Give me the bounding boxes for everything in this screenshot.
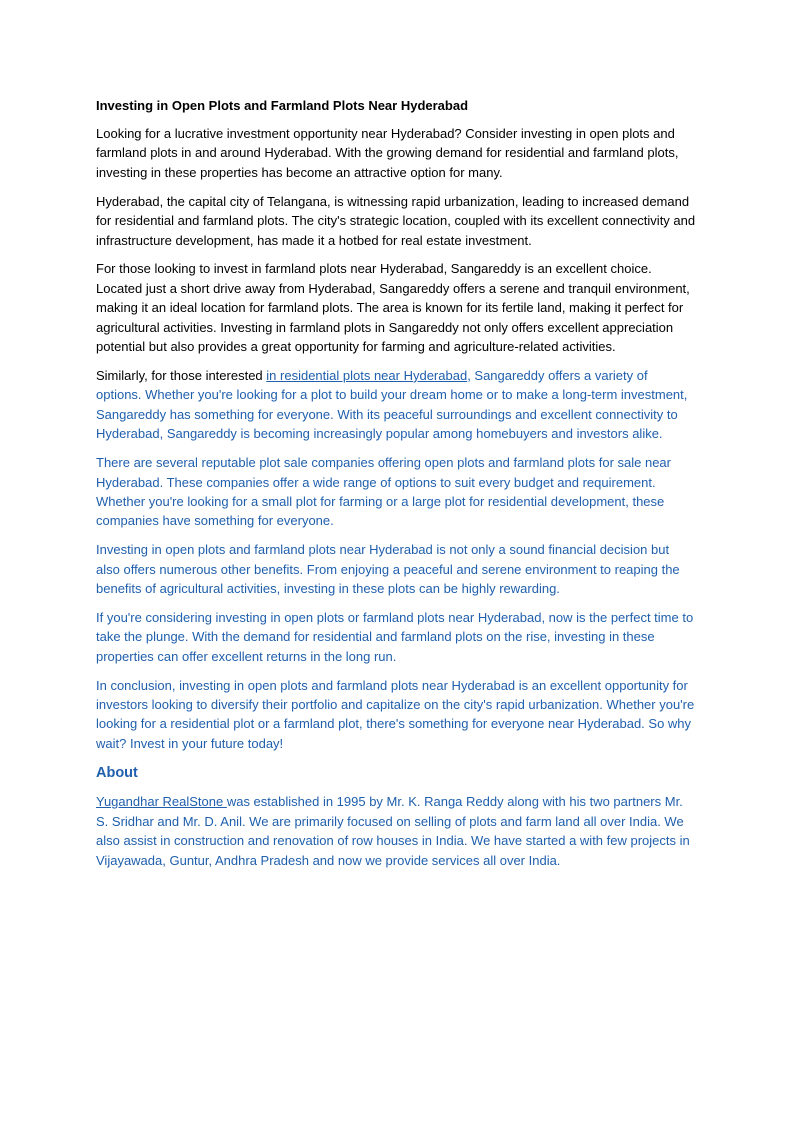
residential-suffix: , Sangareddy offers a variety of options. Whether you're looking for a plot to build your dream home or to make a long-term investment, Sangareddy has something for everyone. With its peaceful surroundings and excellent connectivity to Hyderabad, Sangareddy is becoming increasingly popular among homebuyers and investors alike. <box>96 367 688 442</box>
paragraph-take-plunge: If you're considering investing in open plots or farmland plots near Hyderabad, now is the perfect time to take the plunge. With the demand for residential and farmland plots on the rise, investing in these properties can offer excellent returns in the long run. <box>96 609 694 664</box>
paragraph-intro: Looking for a lucrative investment opportunity near Hyderabad? Consider investing in open plots and farmland plots in and around Hyderabad. With the growing demand for residential and farmland plots, investing in these properties has become an attractive option for many. <box>96 126 679 180</box>
residential-plots-link[interactable]: in residential plots near Hyderabad <box>266 367 468 383</box>
paragraph-benefits: Investing in open plots and farmland plots near Hyderabad is not only a sound financial decision but also offers numerous other benefits. From enjoying a peaceful and serene environment to reaping the benefits of agricultural activities, investing in these plots can be highly rewarding. <box>96 542 680 597</box>
residential-prefix: Similarly, for those interested <box>96 367 267 383</box>
paragraph-about <box>96 792 696 870</box>
yugandhar-realstone-link[interactable]: Yugandhar RealStone <box>96 794 227 810</box>
paragraph-plot-companies: There are several reputable plot sale companies offering open plots and farmland plots for sale near Hyderabad. These companies offer a wide range of options to suit every budget and requirement. Whether you're looking for a small plot for farming or a large plot for residential development, these companies have something for everyone. <box>96 455 671 529</box>
document-page <box>96 96 696 879</box>
paragraph-sangareddy-farmland: For those looking to invest in farmland plots near Hyderabad, Sangareddy is an excellent choice. Located just a short drive away from Hyderabad, Sangareddy offers a serene and tranquil environment, making it an ideal location for farmland plots. The area is known for its fertile land, making it perfect for agricultural activities. Investing in farmland plots in Sangareddy not only offers excellent appreciation potential but also provides a great opportunity for farming and agriculture-related activities. <box>96 261 690 355</box>
paragraph-hyderabad: Hyderabad, the capital city of Telangana, is witnessing rapid urbanization, leading to increased demand for residential and farmland plots. The city's strategic location, coupled with its excellent connectivity and infrastructure development, has made it a hotbed for real estate investment. <box>96 193 696 248</box>
about-text: was established in 1995 by Mr. K. Ranga Reddy along with his two partners Mr. S. Sridhar and Mr. D. Anil. We are primarily focused on selling of plots and farm land all over India. We also assist in construction and renovation of row houses in India. We have started a with few projects in Vijayawada, Guntur, Andhra Pradesh and now we provide services all over India. <box>96 794 690 868</box>
about-heading: About <box>96 765 138 782</box>
paragraph-residential <box>96 366 696 444</box>
paragraph-conclusion: In conclusion, investing in open plots and farmland plots near Hyderabad is an excellent opportunity for investors looking to diversify their portfolio and capitalize on the city's rapid urbanization. Whether you're looking for a residential plot or a farmland plot, there's something for everyone near Hyderabad. So why wait? Invest in your future today! <box>96 677 695 751</box>
document-title: Investing in Open Plots and Farmland Plots Near Hyderabad <box>96 98 469 113</box>
